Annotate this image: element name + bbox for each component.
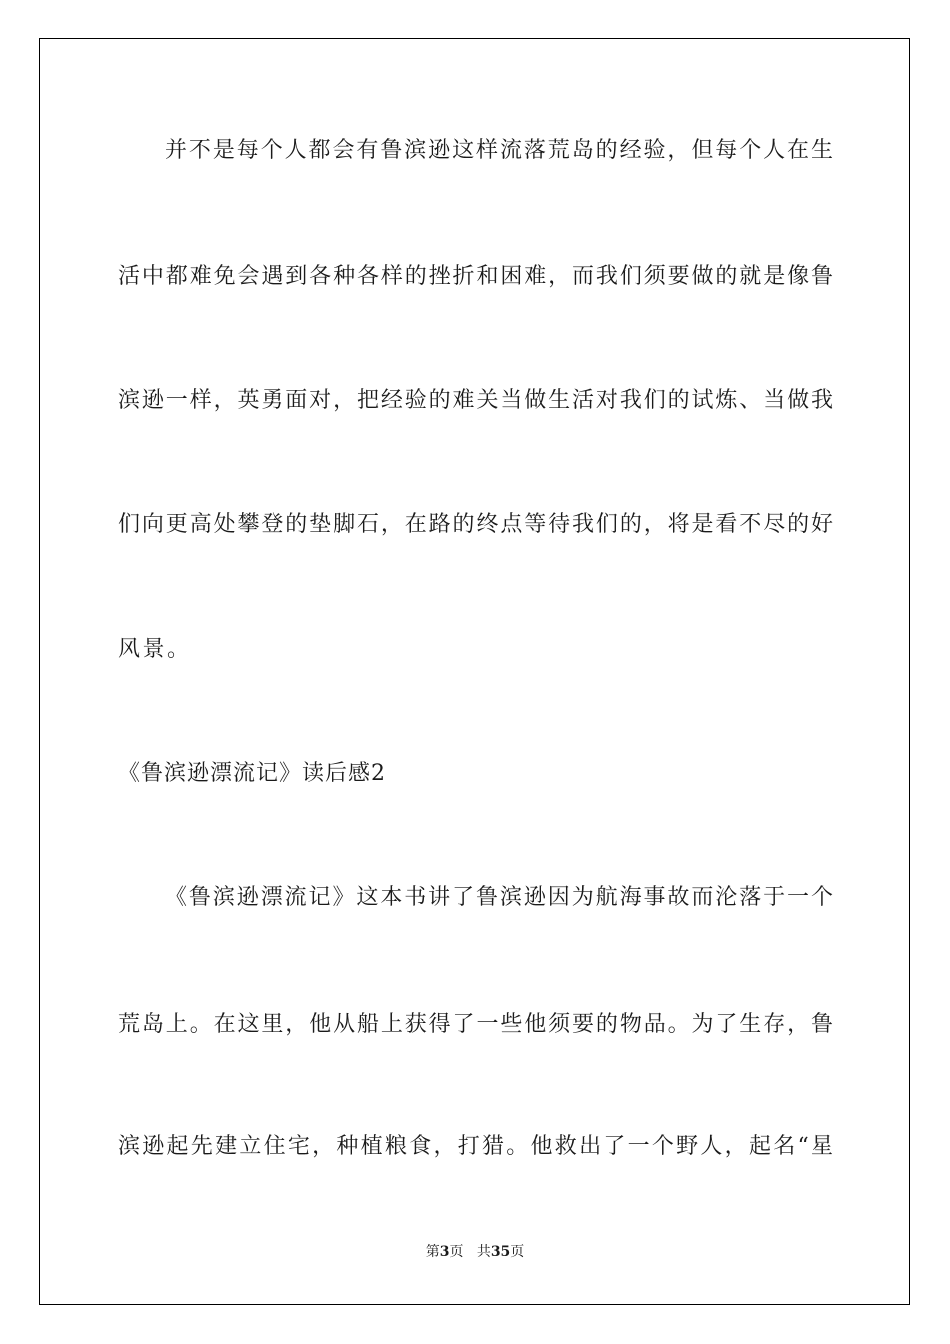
paragraph-line: 滨逊起先建立住宅，种植粮食，打猎。他救出了一个野人，起名“星	[118, 1134, 833, 1159]
footer-page-prefix: 第	[425, 1244, 440, 1260]
page-footer	[0, 1243, 950, 1261]
footer-page-suffix: 页	[449, 1244, 464, 1260]
paragraph-line: 活中都难免会遇到各种各样的挫折和困难，而我们须要做的就是像鲁	[118, 264, 833, 289]
paragraph-line: 荒岛上。在这里，他从船上获得了一些他须要的物品。为了生存，鲁	[118, 1012, 833, 1037]
section-heading: 《鲁滨逊漂流记》读后感2	[118, 761, 386, 786]
paragraph-line: 风景。	[118, 637, 192, 662]
page-frame	[39, 38, 910, 1305]
footer-total-prefix: 共	[476, 1244, 491, 1260]
paragraph-line: 并不是每个人都会有鲁滨逊这样流落荒岛的经验，但每个人在生	[165, 138, 833, 163]
paragraph-line: 滨逊一样，英勇面对，把经验的难关当做生活对我们的试炼、当做我	[118, 388, 833, 413]
paragraph-line: 们向更高处攀登的垫脚石，在路的终点等待我们的，将是看不尽的好	[118, 512, 833, 537]
paragraph-line: 《鲁滨逊漂流记》这本书讲了鲁滨逊因为航海事故而沦落于一个	[165, 885, 833, 910]
footer-page-number: 3	[439, 1244, 450, 1260]
footer-total-suffix: 页	[510, 1244, 525, 1260]
footer-total-pages: 35	[490, 1244, 511, 1260]
